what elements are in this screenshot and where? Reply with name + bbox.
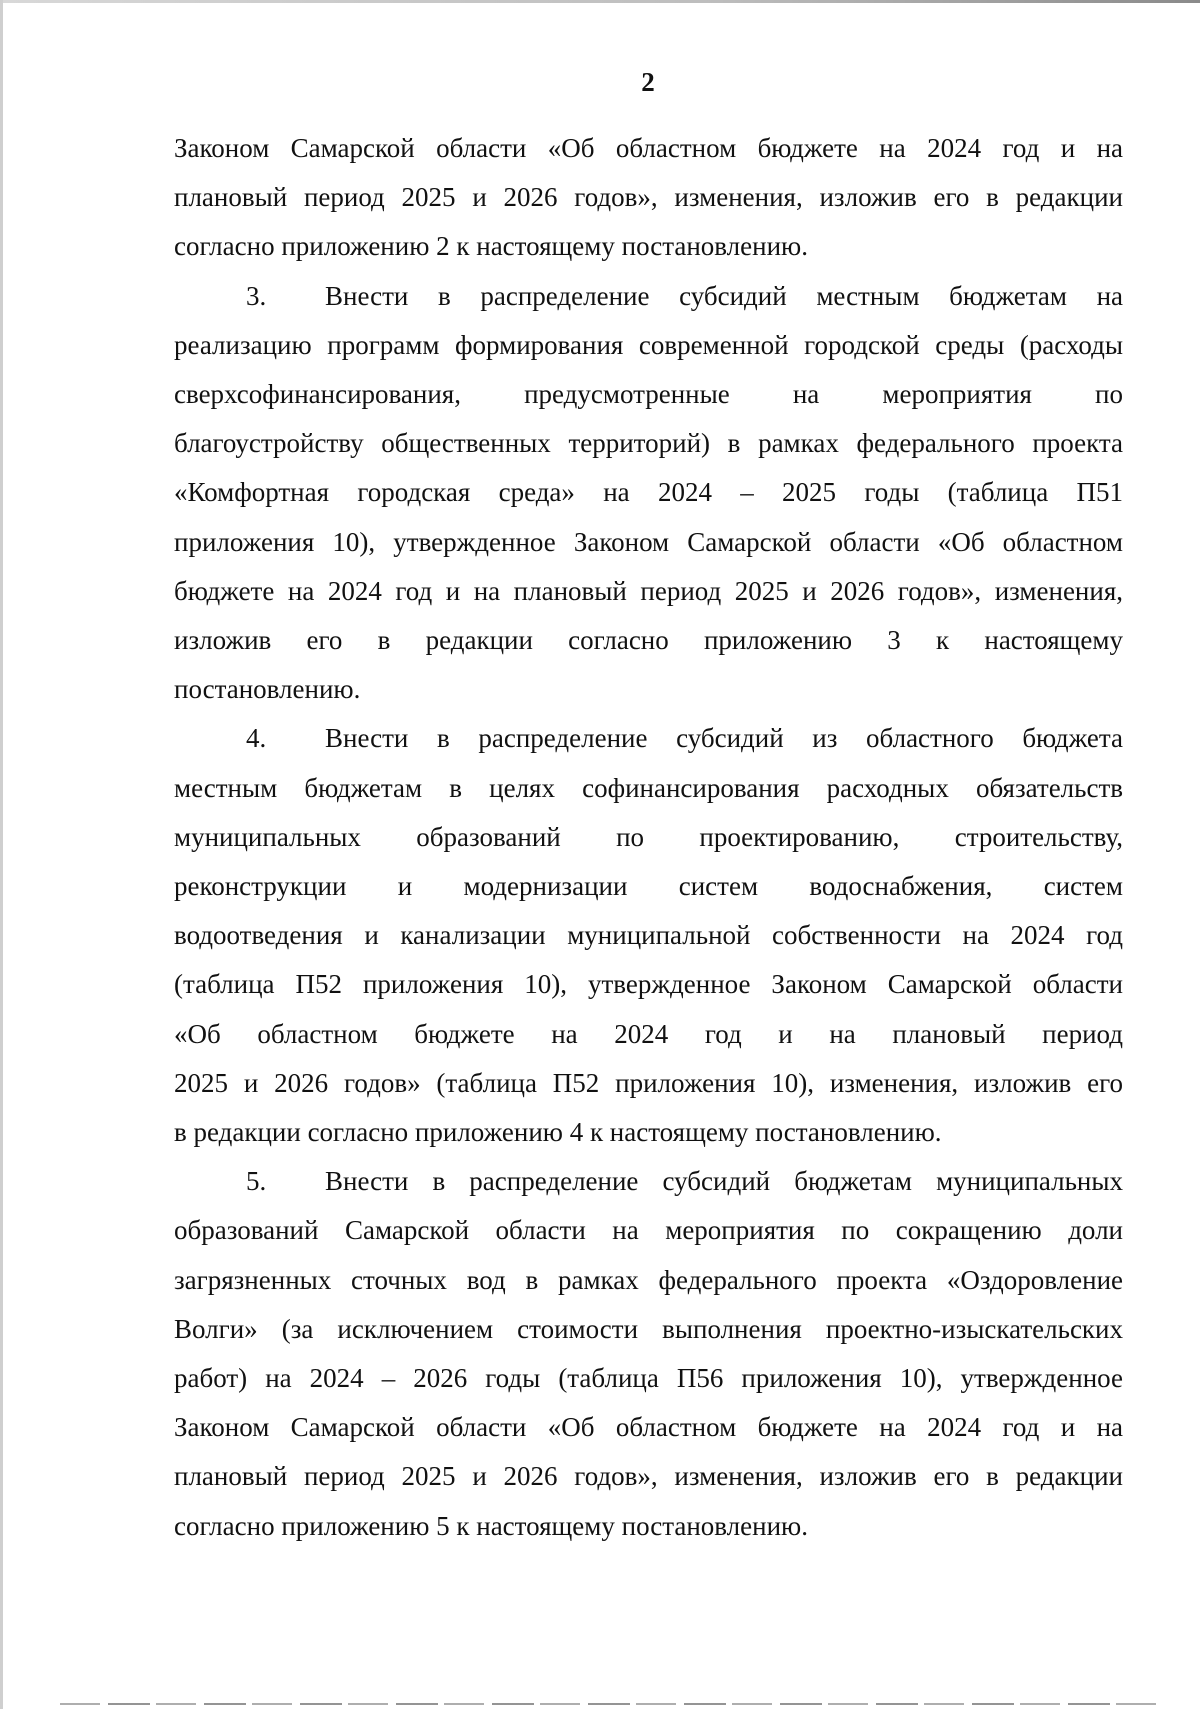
text-line xyxy=(174,1157,1123,1206)
text-line: Законом Самарской области «Об областном бюджете на 2024 год и на xyxy=(174,1412,1123,1443)
text-line: приложения 10), утвержденное Законом Самарской области «Об областном xyxy=(174,526,1123,557)
text-line xyxy=(174,272,1123,321)
text-line: плановый период 2025 и 2026 годов», изменения, изложив его в редакции xyxy=(174,182,1123,213)
text-line: сверхсофинансирования, предусмотренные на мероприятия по xyxy=(174,379,1123,410)
text-line: согласно приложению 5 к настоящему постановлению. xyxy=(174,1510,808,1541)
paragraph-item-3 xyxy=(174,272,1123,715)
text-line: Законом Самарской области «Об областном бюджете на 2024 год и на xyxy=(174,133,1123,163)
text-line: водоотведения и канализации муниципальной собственности на 2024 год xyxy=(174,920,1123,951)
scan-edge-left xyxy=(0,0,3,1709)
scan-edge-top xyxy=(0,0,1200,3)
text-line: загрязненных сточных вод в рамках федерального проекта «Оздоровление xyxy=(174,1264,1123,1295)
text-line: реализацию программ формирования современной городской среды (расходы xyxy=(174,329,1123,360)
scan-edge-bottom xyxy=(60,1703,1160,1705)
item-number: 5. xyxy=(246,1166,267,1197)
text-line: 2025 и 2026 годов» (таблица П52 приложения 10), изменения, изложив его xyxy=(174,1067,1123,1098)
text-line: Волги» (за исключением стоимости выполнения проектно-изыскательских xyxy=(174,1313,1123,1344)
text-line: изложив его в редакции согласно приложению 3 к настоящему xyxy=(174,625,1123,656)
paragraph-item-5 xyxy=(174,1157,1123,1551)
text-line: постановлению. xyxy=(174,674,361,705)
text-line-content: Внести в распределение субсидий из областного бюджета xyxy=(325,723,1123,754)
text-line: благоустройству общественных территорий) в рамках федерального проекта xyxy=(174,428,1123,459)
text-line-content: Внести в распределение субсидий местным бюджетам на xyxy=(325,280,1123,311)
text-line: муниципальных образований по проектированию, строительству, xyxy=(174,821,1123,852)
text-line: бюджете на 2024 год и на плановый период 2025 и 2026 годов», изменения, xyxy=(174,575,1123,606)
text-line: в редакции согласно приложению 4 к настоящему постановлению. xyxy=(174,1117,942,1148)
item-number: 4. xyxy=(246,723,267,754)
text-line: (таблица П52 приложения 10), утвержденное Законом Самарской области xyxy=(174,969,1123,1000)
text-line: местным бюджетам в целях софинансирования расходных обязательств xyxy=(174,772,1123,803)
text-line xyxy=(174,714,1123,763)
text-line: «Об областном бюджете на 2024 год и на плановый период xyxy=(174,1018,1123,1049)
document-body xyxy=(174,124,1123,1551)
text-line: согласно приложению 2 к настоящему постановлению. xyxy=(174,231,808,262)
paragraph-continuation xyxy=(174,124,1123,272)
item-number: 3. xyxy=(246,280,267,311)
text-line: образований Самарской области на мероприятия по сокращению доли xyxy=(174,1215,1123,1246)
text-line-content: Внести в распределение субсидий бюджетам муниципальных xyxy=(325,1166,1123,1197)
text-line: «Комфортная городская среда» на 2024 – 2025 годы (таблица П51 xyxy=(174,477,1123,508)
page-number: 2 xyxy=(641,67,655,97)
paragraph-item-4 xyxy=(174,714,1123,1157)
text-line: плановый период 2025 и 2026 годов», изменения, изложив его в редакции xyxy=(174,1461,1123,1492)
text-line: реконструкции и модернизации систем водоснабжения, систем xyxy=(174,871,1123,902)
text-line: работ) на 2024 – 2026 годы (таблица П56 приложения 10), утвержденное xyxy=(174,1363,1123,1394)
